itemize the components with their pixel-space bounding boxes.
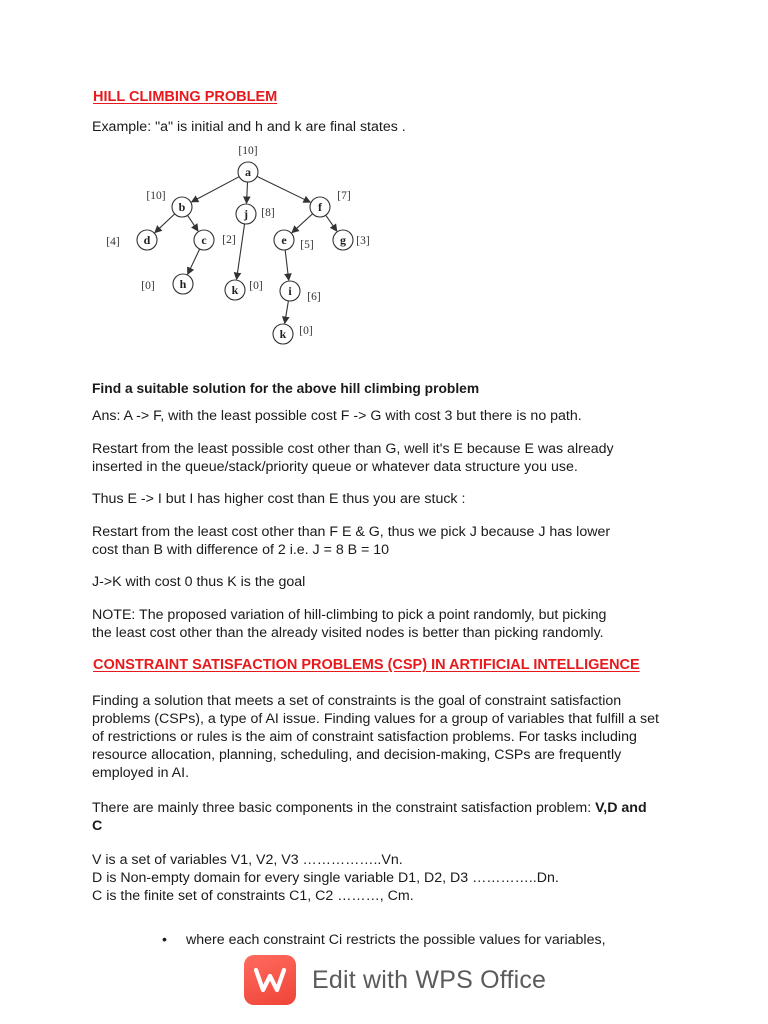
tree-node-cost: [7] [337,190,351,202]
example-line: Example: "a" is initial and h and k are final states . [92,119,406,135]
tree-node-label: f [318,200,322,214]
tree-node-label: g [340,233,346,247]
answer-line: Ans: A -> F, with the least possible cost F -> G with cost 3 but there is no path. [92,408,582,424]
bullet-item [162,931,606,949]
tree-edge-j-k1 [237,224,245,279]
tree-node-label: d [143,233,151,247]
tree-node-cost: [0] [141,280,155,292]
answer-line: Thus E -> I but I has higher cost than E thus you are stuck : [92,491,466,507]
csp-intro-paragraph [92,692,676,782]
components-paragraph [92,799,676,835]
definition-line: V is a set of variables V1, V2, V3 ……………..Vn. [92,852,403,868]
tree-node-cost: [10] [146,190,166,202]
tree-edge-f-g [326,215,337,231]
tree-edge-c-h [188,249,200,274]
components-bold: V,D and [595,800,647,816]
tree-node-label: k [231,283,239,297]
tree-node-cost: [6] [307,291,321,303]
tree-node-cost: [3] [356,235,370,247]
tree-node-cost: [8] [261,207,275,219]
wps-edit-badge[interactable] [244,955,546,1005]
answer-paragraph-5 [92,573,676,591]
definitions-list [92,851,676,905]
components-bold: C [92,818,103,834]
intro-line: problems (CSPs), a type of AI issue. Finding values for a group of variables that fulfill a set [92,711,659,727]
search-tree-figure [98,140,378,355]
note-paragraph [92,606,676,642]
question-line: Find a suitable solution for the above hill climbing problem [92,381,480,396]
intro-line: resource allocation, planning, scheduling, and decision-making, CSPs are frequently [92,747,622,763]
tree-node-cost: [5] [300,239,314,251]
intro-line: Finding a solution that meets a set of constraints is the goal of constraint satisfaction [92,693,622,709]
wps-edit-label[interactable]: Edit with WPS Office [312,965,547,994]
tree-node-cost: [4] [106,236,120,248]
tree-edge-a-f [257,176,310,202]
tree-edge-b-c [188,215,198,231]
bullet-text: where each constraint Ci restricts the possible values for variables, [186,932,606,948]
answer-line: J->K with cost 0 thus K is the goal [92,574,306,590]
answer-paragraph-2 [92,440,676,476]
tree-edge-a-j [247,182,248,203]
tree-node-label: j [244,207,248,221]
tree-node-label: k [279,327,287,341]
components-text: There are mainly three basic components in the constraint satisfaction problem: [92,800,596,816]
bullet-icon: • [162,932,167,948]
answer-line: NOTE: The proposed variation of hill-climbing to pick a point randomly, but picking [92,607,607,623]
csp-heading: CONSTRAINT SATISFACTION PROBLEMS (CSP) IN ARTIFICIAL INTELLIGENCE [93,657,640,673]
tree-node-label: c [201,233,207,247]
answer-paragraph-1 [92,407,676,425]
definition-line: D is Non-empty domain for every single variable D1, D2, D3 …………..Dn. [92,870,559,886]
tree-node-label: i [288,284,292,298]
answer-paragraph-4 [92,523,676,559]
hill-climbing-heading: HILL CLIMBING PROBLEM [93,89,278,105]
tree-edge-b-d [155,214,175,233]
tree-edge-e-i [285,250,289,280]
tree-node-cost: [0] [249,280,263,292]
tree-node-label: b [178,200,186,214]
intro-line: employed in AI. [92,765,190,781]
answer-line: Restart from the least possible cost other than G, well it's E because E was already [92,441,614,457]
tree-node-cost: [10] [238,145,258,157]
answer-line: Restart from the least cost other than F E & G, thus we pick J because J has lower [92,524,611,540]
tree-edge-f-e [292,214,313,233]
answer-line: the least cost other than the already visited nodes is better than picking randomly. [92,625,604,641]
tree-node-label: a [245,165,251,179]
definition-line: C is the finite set of constraints C1, C2 ………, Cm. [92,888,414,904]
answer-line: inserted in the queue/stack/priority queue or whatever data structure you use. [92,459,578,475]
tree-edge-i-k2 [285,301,289,323]
answer-line: cost than B with difference of 2 i.e. J = 8 B = 10 [92,542,390,558]
wps-logo-icon [244,955,296,1005]
intro-line: of restrictions or rules is the aim of constraint satisfaction problems. For tasks including [92,729,637,745]
tree-node-label: e [281,233,287,247]
answer-paragraph-3 [92,490,676,508]
tree-node-cost: [0] [299,325,313,337]
tree-edge-a-b [192,177,239,202]
tree-node-cost: [2] [222,234,236,246]
tree-node-label: h [179,277,187,291]
